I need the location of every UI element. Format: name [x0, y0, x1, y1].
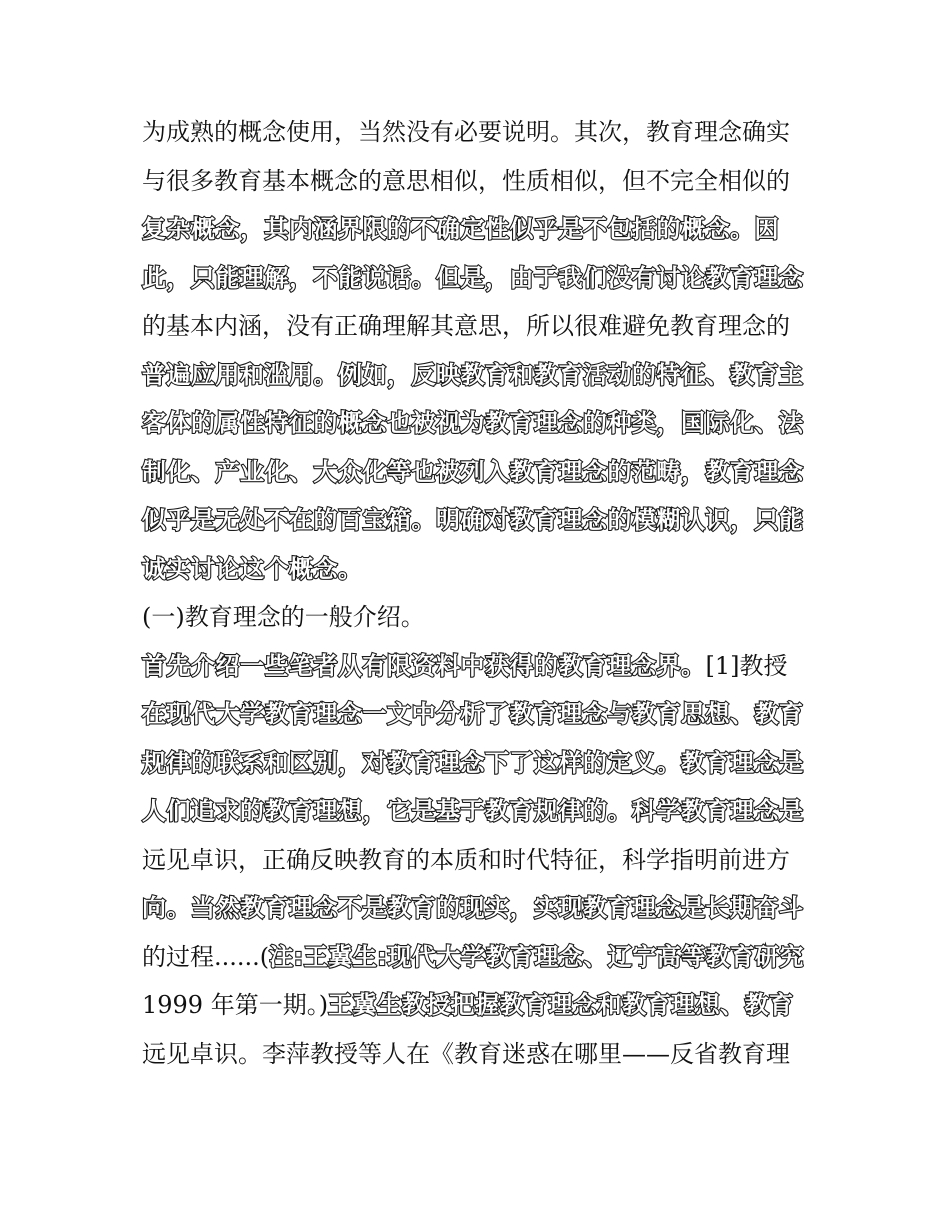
- text-line: [142, 884, 814, 933]
- text-line: [142, 933, 814, 982]
- outlined-text-segment: 诚实讨论这个概念。: [142, 554, 363, 583]
- text-line: [142, 399, 814, 448]
- text-line: [142, 302, 814, 351]
- text-segment: 为成熟的概念使用，当然没有必要说明。其次，教育理念确实: [142, 118, 790, 146]
- outlined-text-segment: 向。当然教育理念不是教育的现实，实现教育理念是长期奋斗: [142, 894, 804, 922]
- text-segment: (一)教育理念的一般介绍。: [142, 603, 425, 631]
- outlined-text-segment: 首先介绍一些笔者从有限资料中获得的教育理念界。: [142, 651, 706, 680]
- text-segment: 远见卓识。李萍教授等人在《教育迷惑在哪里——反省教育理: [142, 1039, 790, 1068]
- text-line: [142, 787, 814, 836]
- text-segment: 的基本内涵，没有正确理解其意思，所以很难避免教育理念的: [142, 312, 790, 340]
- outlined-text-segment: 在现代大学教育理念一文中分析了教育理念与教育思想、教育: [142, 700, 804, 728]
- text-line: [142, 690, 814, 739]
- outlined-text-segment: 人们追求的教育理想，它是基于教育规律的。科学教育理念是: [142, 797, 804, 825]
- text-line: [142, 254, 814, 303]
- text-line: [142, 642, 814, 691]
- outlined-text-segment: 客体的属性特征的概念也被视为教育理念的种类，国际化、法: [142, 409, 804, 437]
- outlined-text-segment: 注:王冀生:现代大学教育理念、辽宁高等教育研究: [269, 942, 804, 971]
- body-text: [142, 108, 814, 1078]
- outlined-text-segment: 制化、产业化、大众化等也被列入教育理念的范畴，教育理念: [142, 457, 804, 486]
- text-segment: 与很多教育基本概念的意思相似，性质相似，但不完全相似的: [142, 166, 790, 195]
- outlined-text-segment: 普遍应用和滥用。例如，反映教育和教育活动的特征、教育主: [142, 360, 804, 389]
- text-line: [142, 448, 814, 497]
- text-line: [142, 739, 814, 788]
- text-line: [142, 981, 814, 1030]
- text-line: [142, 157, 814, 206]
- text-segment: 1999 年第一期。): [142, 991, 329, 1019]
- text-line: [142, 205, 814, 254]
- outlined-text-segment: 复杂概念，其内涵界限的不确定性似乎是不包括的概念。因: [142, 215, 779, 243]
- text-line: [142, 1030, 814, 1079]
- text-line: [142, 836, 814, 885]
- outlined-text-segment: 规律的联系和区别，对教育理念下了这样的定义。教育理念是: [142, 748, 804, 777]
- text-segment: 的过程......(: [142, 942, 270, 971]
- text-line: [142, 545, 814, 594]
- text-segment: 远见卓识，正确反映教育的本质和时代特征，科学指明前进方: [142, 845, 790, 874]
- outlined-text-segment: 王冀生教授把握教育理念和教育理想、教育: [328, 991, 794, 1019]
- outlined-text-segment: 此，只能理解，不能说话。但是，由于我们没有讨论教育理念: [142, 263, 804, 292]
- text-segment: [1]教授: [705, 651, 788, 680]
- text-line: [142, 593, 814, 642]
- text-line: [142, 351, 814, 400]
- outlined-text-segment: 似乎是无处不在的百宝箱。明确对教育理念的模糊认识，只能: [142, 506, 804, 534]
- text-line: [142, 496, 814, 545]
- text-line: [142, 108, 814, 157]
